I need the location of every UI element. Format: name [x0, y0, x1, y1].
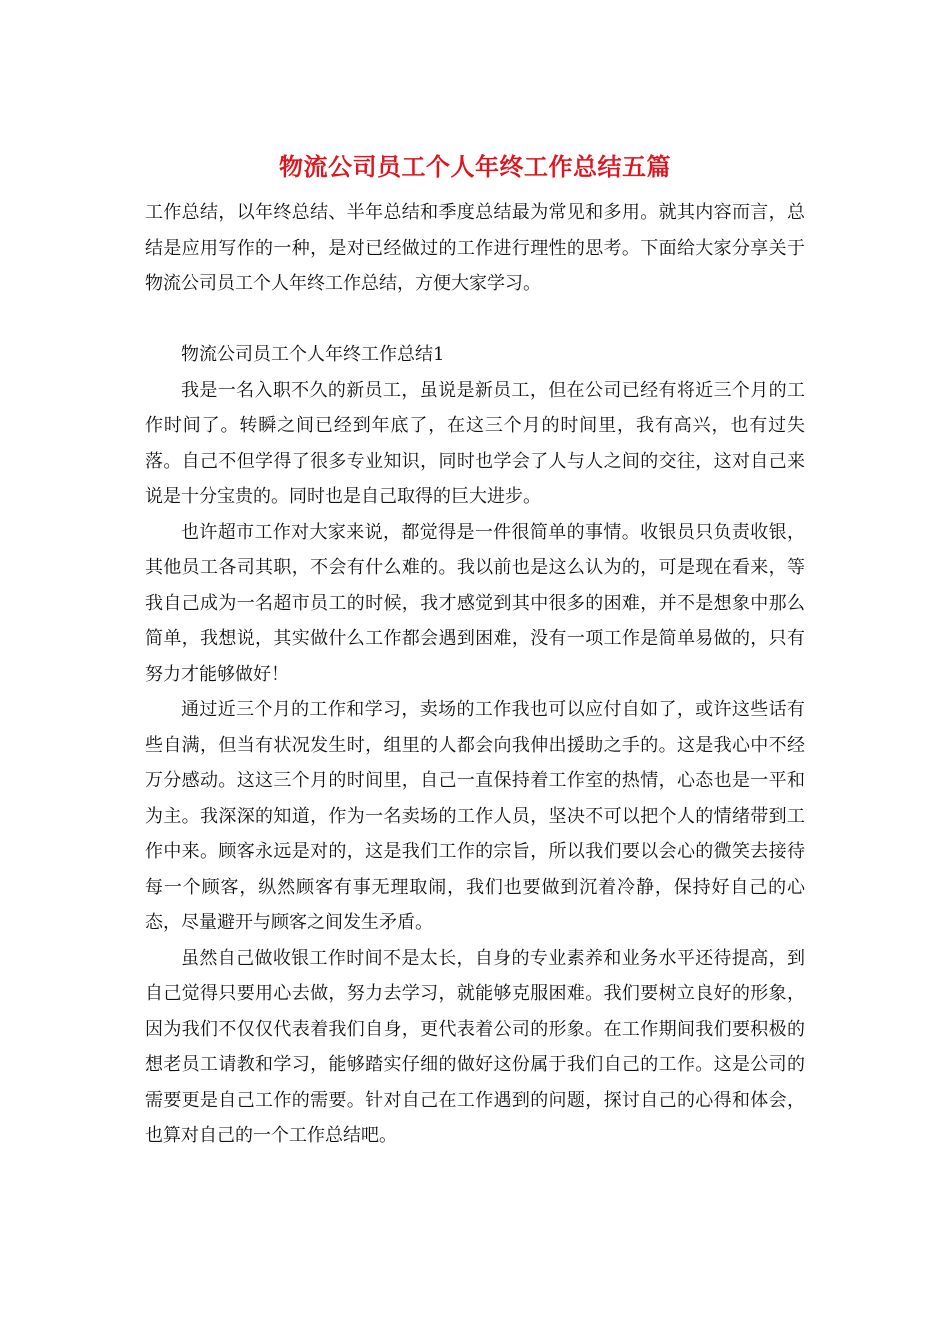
- section-heading: 物流公司员工个人年终工作总结1: [181, 344, 445, 365]
- intro-paragraph: 工作总结，以年终总结、半年总结和季度总结最为常见和多用。就其内容而言，总结是应用写作的一种，是对已经做过的工作进行理性的思考。下面给大家分享关于物流公司员工个人年终工作总结，方便大家学习。: [145, 202, 805, 294]
- document-body: [145, 195, 805, 1154]
- document-title: 物流公司员工个人年终工作总结五篇: [279, 152, 671, 181]
- body-paragraph: 通过近三个月的工作和学习，卖场的工作我也可以应付自如了，或许这些话有些自满，但当有状况发生时，组里的人都会向我伸出援助之手的。这是我心中不经万分感动。这这三个月的时间里，自己一直保持着工作室的热情，心态也是一平和为主。我深深的知道，作为一名卖场的工作人员，坚决不可以把个人的情绪带到工作中来。顾客永远是对的，这是我们工作的宗旨，所以我们要以会心的微笑去接待每一个顾客，纵然顾客有事无理取闹，我们也要做到沉着冷静，保持好自己的心态，尽量避开与顾客之间发生矛盾。: [145, 699, 805, 933]
- body-paragraph: 也许超市工作对大家来说，都觉得是一件很简单的事情。收银员只负责收银，其他员工各司其职，不会有什么难的。我以前也是这么认为的，可是现在看来，等我自己成为一名超市员工的时候，我才感觉到其中很多的困难，并不是想象中那么简单，我想说，其实做什么工作都会遇到困难，没有一项工作是简单易做的，只有努力才能够做好！: [145, 521, 805, 685]
- body-paragraph: 虽然自己做收银工作时间不是太长，自身的专业素养和业务水平还待提高，到自己觉得只要用心去做，努力去学习，就能够克服困难。我们要树立良好的形象，因为我们不仅仅代表着我们自身，更代表着公司的形象。在工作期间我们要积极的想老员工请教和学习，能够踏实仔细的做好这份属于我们自己的工作。这是公司的需要更是自己工作的需要。针对自己在工作遇到的问题，探讨自己的心得和体会，也算对自己的一个工作总结吧。: [145, 947, 805, 1146]
- body-paragraph: 我是一名入职不久的新员工，虽说是新员工，但在公司已经有将近三个月的工作时间了。转瞬之间已经到年底了，在这三个月的时间里，我有高兴，也有过失落。自己不但学得了很多专业知识，同时也学会了人与人之间的交往，这对自己来说是十分宝贵的。同时也是自己取得的巨大进步。: [145, 379, 805, 507]
